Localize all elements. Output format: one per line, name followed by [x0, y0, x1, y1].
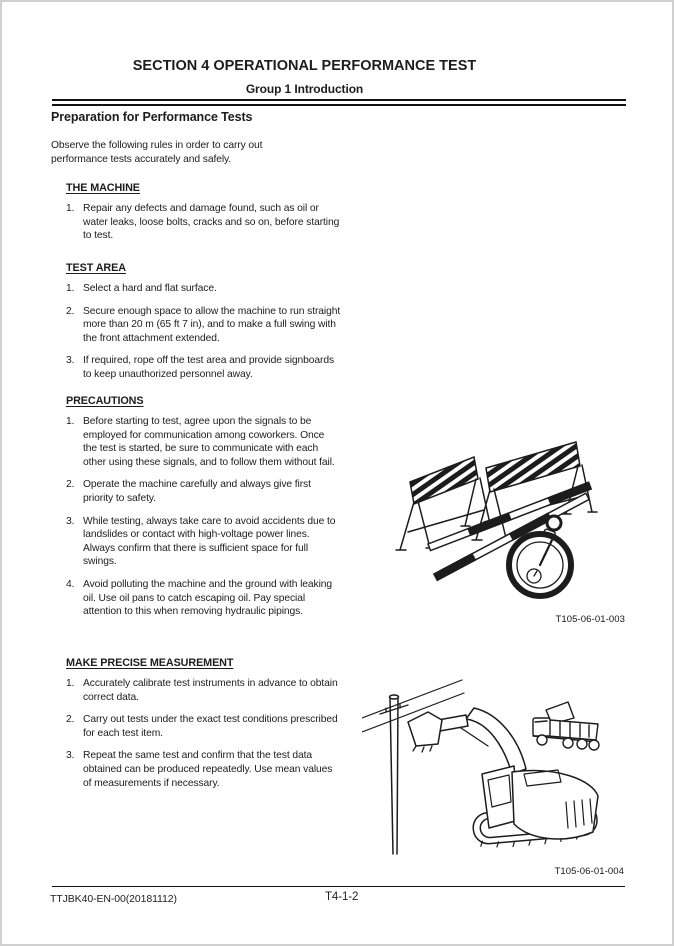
item-number: 1. — [66, 678, 75, 689]
figure-excavator-power-lines — [362, 662, 662, 877]
footer-divider — [52, 886, 625, 887]
list-item — [66, 578, 366, 619]
item-text: Avoid polluting the machine and the ground with leaking oil. Use oil pans to catch escaping oil. Pay special attention to this when removing hydraulic pipings. — [83, 578, 333, 618]
section-test-area — [66, 262, 366, 391]
section-heading: TEST AREA — [66, 262, 126, 274]
figure-safety-equipment — [388, 432, 640, 625]
excavator-power-lines-illustration — [362, 662, 662, 864]
list-item — [66, 478, 366, 505]
section-title: SECTION 4 OPERATIONAL PERFORMANCE TEST — [132, 58, 477, 74]
section-precautions — [66, 395, 366, 628]
item-text: Carry out tests under the exact test conditions prescribed for each test item. — [83, 714, 338, 739]
section-heading: MAKE PRECISE MEASUREMENT — [66, 657, 234, 669]
item-number: 4. — [66, 578, 75, 590]
item-number: 3. — [66, 750, 75, 762]
figure-caption: T105-06-01-004 — [554, 866, 624, 877]
item-number: 3. — [66, 355, 75, 367]
item-number: 2. — [66, 479, 75, 491]
item-text: Secure enough space to allow the machine to run straight more than 20 m (65 ft 7 in), and to make a full swing with the front attachment extended. — [83, 305, 341, 344]
item-number: 2. — [66, 714, 75, 726]
item-text: Accurately calibrate test instruments in advance to obtain correct data. — [83, 678, 338, 703]
page-number: T4-1-2 — [325, 891, 359, 903]
list-item — [66, 202, 366, 243]
item-text: Operate the machine carefully and always give first priority to safety. — [83, 479, 311, 504]
list-item — [66, 677, 366, 704]
item-number: 1. — [66, 283, 75, 294]
item-number: 1. — [66, 416, 75, 427]
list-item — [66, 749, 366, 790]
list-item — [66, 354, 366, 381]
item-text: Select a hard and flat surface. — [83, 283, 217, 294]
header-divider — [52, 99, 626, 106]
item-number: 1. — [66, 203, 75, 214]
item-text: Before starting to test, agree upon the signals to be employed for communication among coworkers. Once the test is started, be sure to communicate with each other using these signals, and to follow them without fail. — [83, 416, 335, 468]
intro-paragraph: Observe the following rules in order to carry out performance tests accurately and safely. — [51, 140, 263, 165]
barricades-stopwatch-illustration — [388, 432, 640, 610]
section-heading: THE MACHINE — [66, 182, 140, 194]
item-text: While testing, always take care to avoid accidents due to landslides or contact with high-voltage power lines. Always confirm that there is sufficient space for full swings. — [83, 515, 336, 568]
item-number: 3. — [66, 515, 75, 527]
item-text: If required, rope off the test area and provide signboards to keep unauthorized personnel away. — [83, 355, 335, 380]
page-header — [52, 58, 557, 96]
item-number: 2. — [66, 305, 75, 317]
section-the-machine — [66, 182, 366, 252]
page-title: Preparation for Performance Tests — [51, 110, 253, 124]
group-title: Group 1 Introduction — [245, 82, 364, 96]
section-heading: PRECAUTIONS — [66, 395, 144, 407]
list-item — [66, 305, 366, 346]
list-item — [66, 282, 366, 296]
list-item — [66, 515, 366, 569]
item-text: Repair any defects and damage found, such as oil or water leaks, loose bolts, cracks and so on, before starting to test. — [83, 203, 340, 242]
item-text: Repeat the same test and confirm that the test data obtained can be produced repeatedly. Use mean values of measurements if necessary. — [83, 750, 333, 789]
section-make-precise-measurement — [66, 657, 366, 799]
figure-caption: T105-06-01-003 — [555, 614, 625, 625]
list-item — [66, 415, 366, 469]
list-item — [66, 713, 366, 740]
document-code: TTJBK40-EN-00(20181112) — [50, 893, 177, 905]
